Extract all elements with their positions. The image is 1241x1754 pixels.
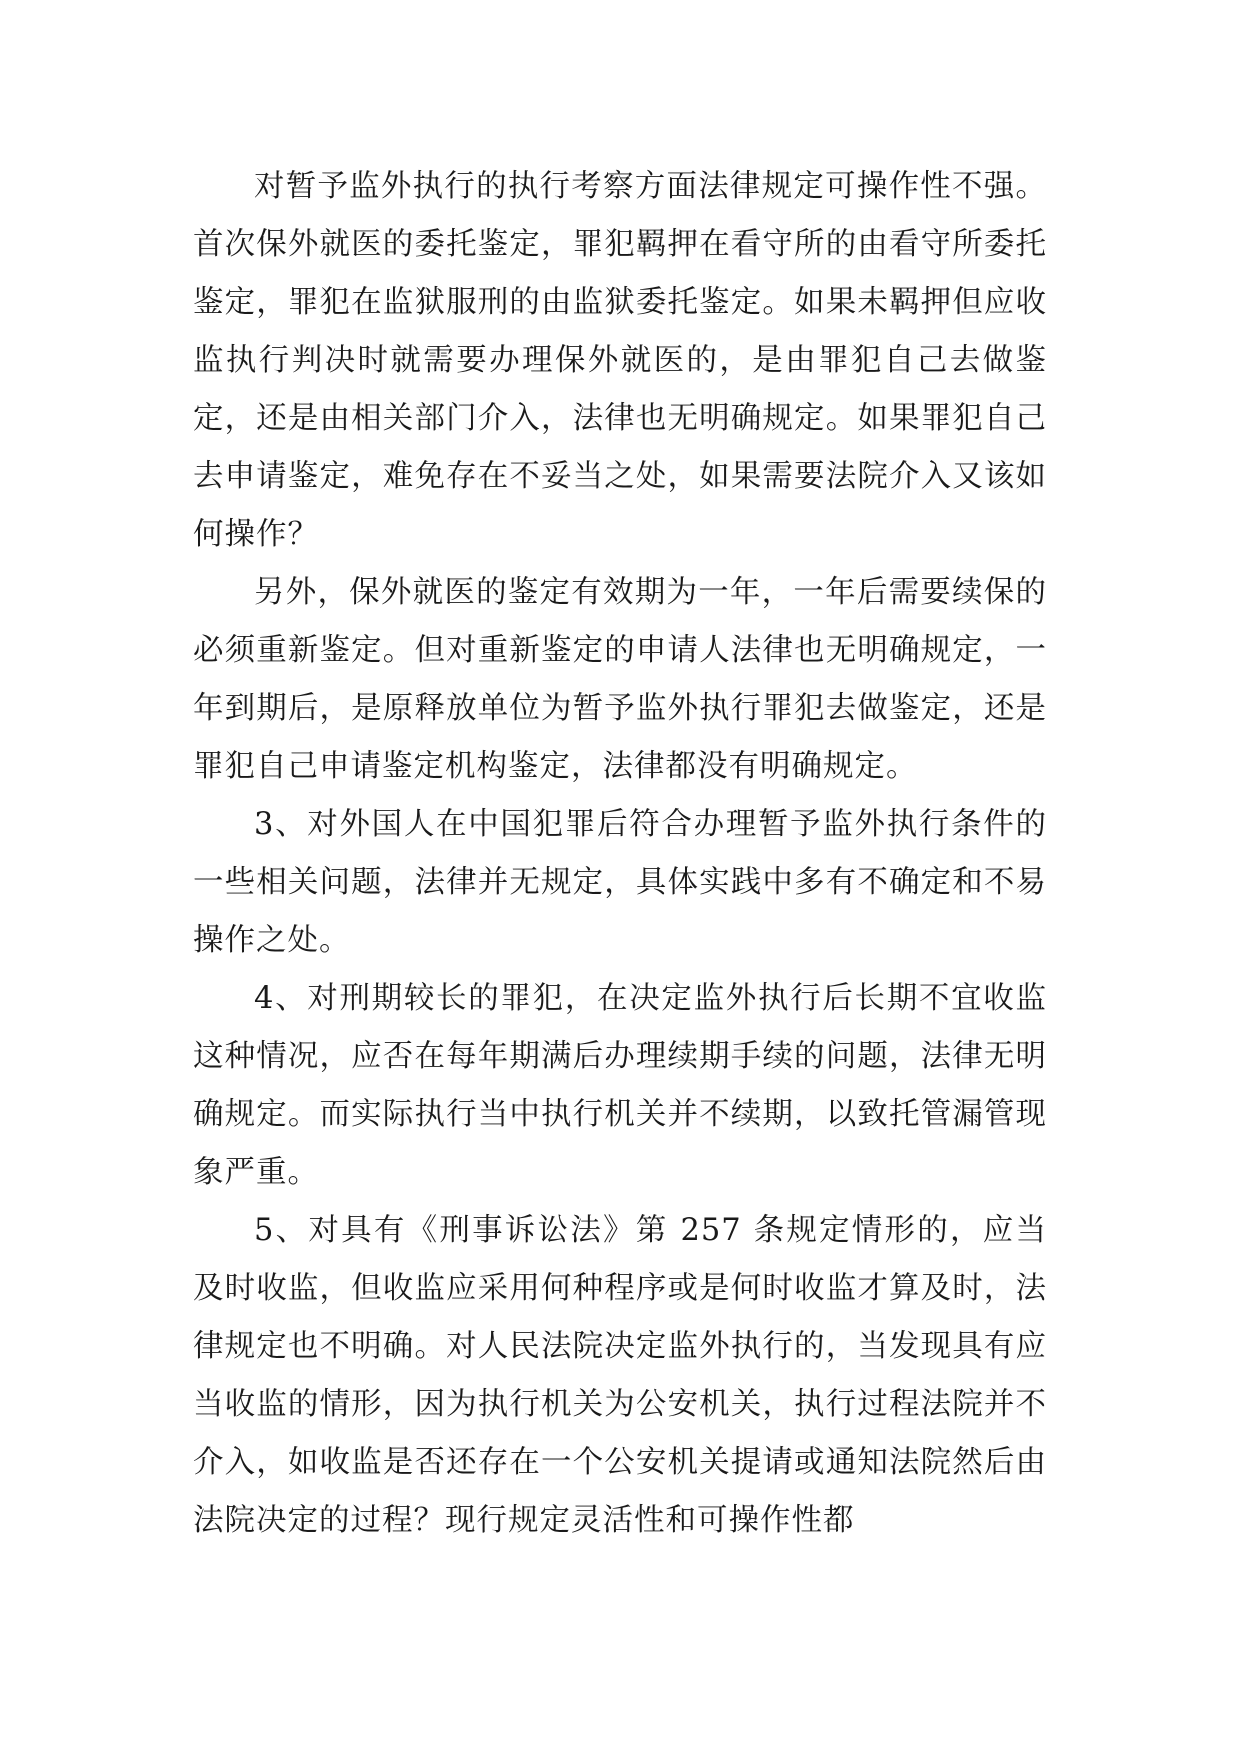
- document-body: [193, 158, 1047, 1550]
- paragraph-execution-assessment: 对暂予监外执行的执行考察方面法律规定可操作性不强。首次保外就医的委托鉴定，罪犯羁押在看守所的由看守所委托鉴定，罪犯在监狱服刑的由监狱委托鉴定。如果未羁押但应收监执行判决时就需要办理保外就医的，是由罪犯自己去做鉴定，还是由相关部门介入，法律也无明确规定。如果罪犯自己去申请鉴定，难免存在不妥当之处，如果需要法院介入又该如何操作？: [193, 169, 1047, 552]
- paragraph-readmission-procedure: 5、对具有《刑事诉讼法》第 257 条规定情形的，应当及时收监，但收监应采用何种程序或是何时收监才算及时，法律规定也不明确。对人民法院决定监外执行的，当发现具有应当收监的情形，因为执行机关为公安机关，执行过程法院并不介入，如收监是否还存在一个公安机关提请或通知法院然后由法院决定的过程？现行规定灵活性和可操作性都: [193, 1213, 1047, 1538]
- paragraph-foreigners: 3、对外国人在中国犯罪后符合办理暂予监外执行条件的一些相关问题，法律并无规定，具体实践中多有不确定和不易操作之处。: [193, 807, 1047, 958]
- paragraph-long-sentences: 4、对刑期较长的罪犯，在决定监外执行后长期不宜收监这种情况，应否在每年期满后办理续期手续的问题，法律无明确规定。而实际执行当中执行机关并不续期，以致托管漏管现象严重。: [193, 981, 1047, 1190]
- paragraph-medical-appraisal-renewal: 另外，保外就医的鉴定有效期为一年，一年后需要续保的必须重新鉴定。但对重新鉴定的申请人法律也无明确规定，一年到期后，是原释放单位为暂予监外执行罪犯去做鉴定，还是罪犯自己申请鉴定机构鉴定，法律都没有明确规定。: [193, 575, 1047, 784]
